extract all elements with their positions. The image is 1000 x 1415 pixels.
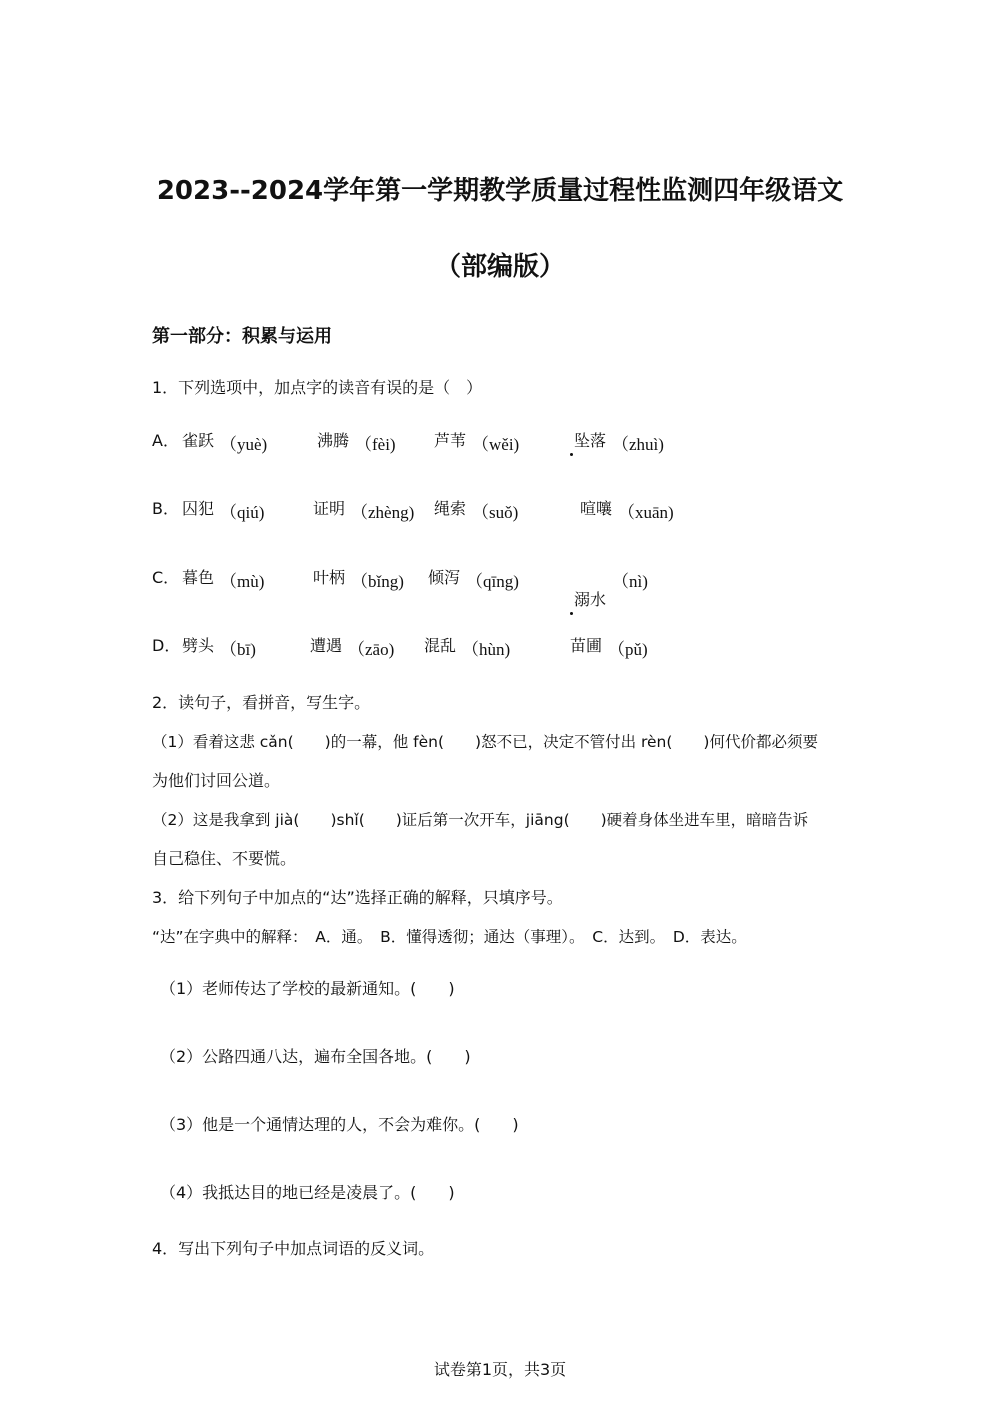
- option-word: 芦苇: [434, 431, 467, 450]
- option-pinyin: （zhuì): [612, 435, 664, 454]
- option-word: 证明: [313, 499, 346, 518]
- option-word: 沸腾: [317, 431, 350, 450]
- option-word: 喧嚷: [580, 499, 613, 518]
- option-label: B．: [152, 499, 179, 518]
- option-pinyin: （zāo): [348, 640, 395, 659]
- option-pinyin: （suǒ): [472, 503, 519, 522]
- option-pinyin: （fèi): [355, 435, 396, 454]
- option-word: 混乱: [424, 636, 457, 655]
- option-label: A．: [152, 431, 179, 450]
- question-2-sentence-1-cont: 为他们讨回公道。: [152, 771, 281, 790]
- question-3-item: （2）公路四通八达，遍布全国各地。( ): [160, 1047, 471, 1066]
- option-word: 叶柄: [313, 568, 346, 587]
- option-label: C．: [152, 568, 180, 587]
- question-3-stem: 3．给下列句子中加点的“达”选择正确的解释，只填序号。: [152, 888, 563, 907]
- option-pinyin: （pǔ): [608, 640, 648, 659]
- option-pinyin: （zhèng): [351, 503, 415, 522]
- question-2-stem: 2．读句子，看拼音，写生字。: [152, 693, 371, 712]
- option-pinyin: （bǐng): [351, 572, 404, 591]
- option-word: 遭遇: [310, 636, 343, 655]
- option-label: D．: [152, 636, 181, 655]
- option-pinyin: （xuān): [618, 503, 674, 522]
- option-word: 溺水: [574, 590, 607, 609]
- question-2-sentence-2: （2）这是我拿到 jià( )shǐ( )证后第一次开车，jiāng( )硬着身体坐进车里，暗暗告诉: [152, 811, 809, 829]
- option-word: 暮色: [182, 568, 215, 587]
- option-pinyin: （mù): [220, 572, 265, 591]
- option-word: 劈头: [182, 636, 215, 655]
- option-pinyin: （qiú): [220, 503, 265, 522]
- page-footer: 试卷第1页，共3页: [433, 1360, 567, 1379]
- question-3-dictionary: “达”在字典中的解释： A．通。 B．懂得透彻；通达（事理）。 C．达到。 D．表达。: [152, 928, 747, 946]
- section-heading: 第一部分：积累与运用: [152, 326, 332, 347]
- option-word: 雀跃: [182, 431, 215, 450]
- option-word: 坠落: [574, 431, 607, 450]
- question-4-stem: 4．写出下列句子中加点词语的反义词。: [152, 1239, 435, 1258]
- question-2-sentence-1: （1）看着这悲 cǎn( )的一幕，他 fèn( )怒不已，决定不管付出 rèn( )何代价都必须要: [152, 733, 818, 751]
- question-3-item: （3）他是一个通情达理的人，不会为难你。( ): [160, 1115, 519, 1134]
- question-3-item: （1）老师传达了学校的最新通知。( ): [160, 979, 455, 998]
- option-word: 囚犯: [182, 499, 215, 518]
- option-pinyin: （wěi): [472, 435, 520, 454]
- question-2-sentence-2-cont: 自己稳住、不要慌。: [152, 849, 297, 868]
- page-title: 2023--2024学年第一学期教学质量过程性监测四年级语文: [156, 176, 844, 206]
- option-word: 绳索: [434, 499, 467, 518]
- option-pinyin: （yuè): [220, 435, 268, 454]
- question-3-item: （4）我抵达目的地已经是凌晨了。( ): [160, 1183, 455, 1202]
- option-pinyin: （bī): [220, 640, 256, 659]
- page-subtitle: （部编版）: [434, 252, 565, 282]
- question-1-stem: 1．下列选项中，加点字的读音有误的是（ ）: [152, 378, 483, 397]
- option-pinyin: （hùn): [462, 640, 511, 659]
- option-pinyin: （qīng): [466, 572, 519, 591]
- option-word: 苗圃: [570, 636, 603, 655]
- option-pinyin: （nì): [612, 572, 648, 591]
- option-word: 倾泻: [428, 568, 461, 587]
